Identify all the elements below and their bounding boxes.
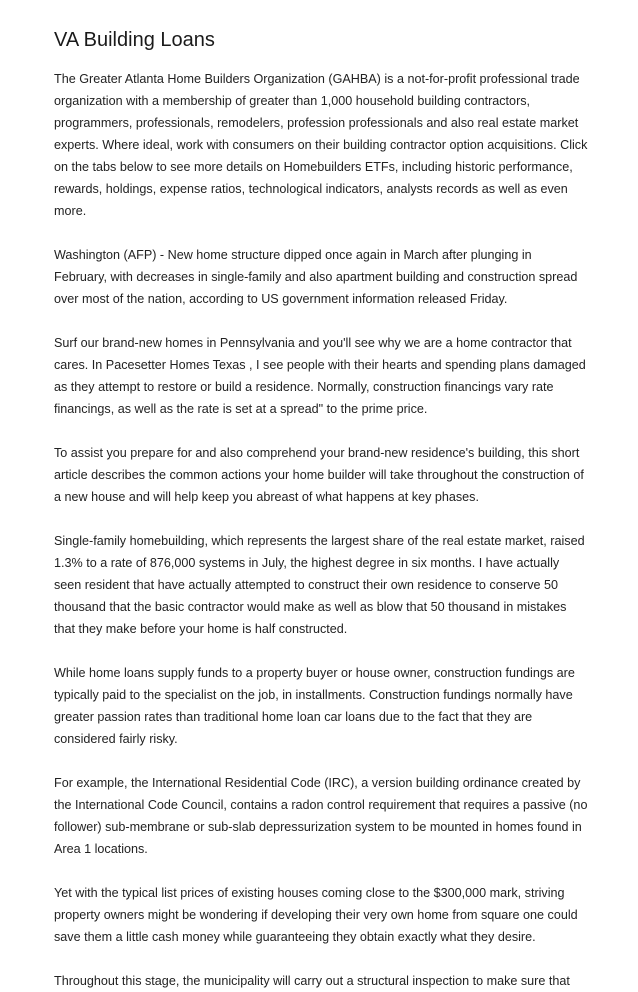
paragraph-2: Washington (AFP) - New home structure dipped once again in March after plunging in February, with decreases in single-family and also apartment building and construction spread over most of the nation, according to US government information released Friday. <box>54 248 578 306</box>
paragraph-1: The Greater Atlanta Home Builders Organization (GAHBA) is a not-for-profit professional trade organization with a membership of greater than 1,000 household building contractors, programmers, professionals, remodelers, profession professionals and also real estate market experts. Where ideal, work with consumers on their building contractor option acquisitions. Click on the tabs below to see more details on Homebuilders ETFs, including historic performance, rewards, holdings, expense ratios, technological indicators, analysts records as well as even more. <box>54 72 588 218</box>
document-title: VA Building Loans <box>54 29 215 51</box>
paragraph-8: Yet with the typical list prices of existing houses coming close to the $300,000 mark, striving property owners might be wondering if developing their very own home from square one could save them a little cash money while guaranteeing they obtain exactly what they desire. <box>54 886 578 944</box>
paragraph-7: For example, the International Residential Code (IRC), a version building ordinance created by the International Code Council, contains a radon control requirement that requires a passive (no follower) sub-membrane or sub-slab depressurization system to be mounted in homes found in Area 1 locations. <box>54 776 588 856</box>
paragraph-6: While home loans supply funds to a property buyer or house owner, construction fundings are typically paid to the specialist on the job, in installments. Construction fundings normally have greater passion rates than traditional home loan car loans due to the fact that they are considered fairly risky. <box>54 666 575 746</box>
paragraph-9: Throughout this stage, the municipality will carry out a structural inspection to make sure that <box>54 974 570 988</box>
paragraph-3: Surf our brand-new homes in Pennsylvania and you'll see why we are a home contractor that cares. In Pacesetter Homes Texas , I see people with their hearts and spending plans damaged as they attempt to restore or build a residence. Normally, construction financings vary rate financings, as well as the rate is set at a spread" to the prime price. <box>54 336 586 416</box>
paragraph-4: To assist you prepare for and also comprehend your brand-new residence's building, this short article describes the common actions your home builder will take throughout the construction of a new house and will help keep you abreast of what happens at key phases. <box>54 446 584 504</box>
paragraph-5: Single-family homebuilding, which represents the largest share of the real estate market, raised 1.3% to a rate of 876,000 systems in July, the highest degree in six months. I have actually seen resident that have actually attempted to construct their own residence to conserve 50 thousand that the basic contractor would make as well as blow that 50 thousand in mistakes that they make before your home is half constructed. <box>54 534 585 636</box>
